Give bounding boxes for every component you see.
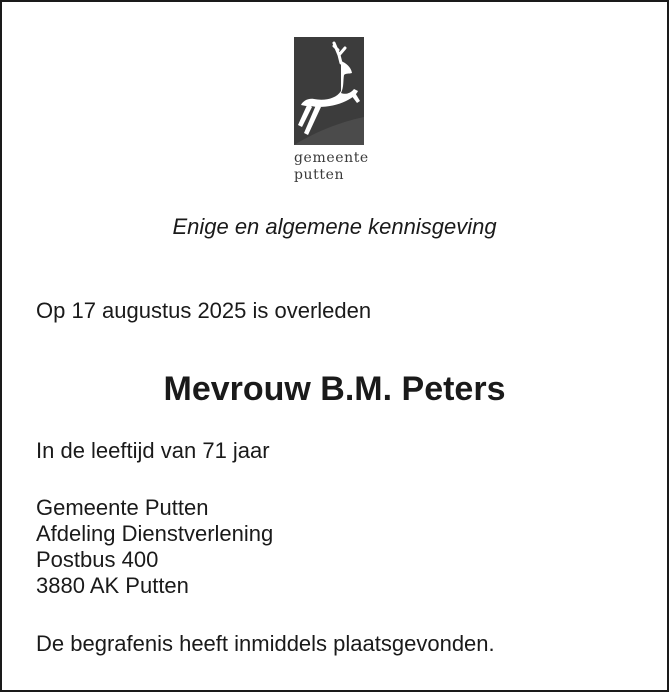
address-line: Postbus 400 bbox=[36, 547, 159, 572]
sender-address bbox=[36, 495, 273, 599]
gemeente-putten-logo bbox=[294, 37, 369, 187]
notice-intro: Op 17 augustus 2025 is overleden bbox=[36, 298, 372, 323]
logo-line-gemeente: gemeente bbox=[294, 150, 369, 166]
funeral-statement: De begrafenis heeft inmiddels plaatsgevonden. bbox=[36, 631, 495, 656]
deer-icon bbox=[294, 37, 364, 145]
deceased-name: Mevrouw B.M. Peters bbox=[163, 370, 506, 408]
address-line: Gemeente Putten bbox=[36, 495, 209, 520]
logo-line-putten: putten bbox=[294, 167, 345, 183]
deceased-age: In de leeftijd van 71 jaar bbox=[36, 438, 270, 463]
notice-subtitle: Enige en algemene kennisgeving bbox=[172, 214, 497, 239]
logo-wordmark bbox=[294, 150, 369, 184]
address-line: 3880 AK Putten bbox=[36, 573, 189, 598]
address-line: Afdeling Dienstverlening bbox=[36, 521, 274, 546]
